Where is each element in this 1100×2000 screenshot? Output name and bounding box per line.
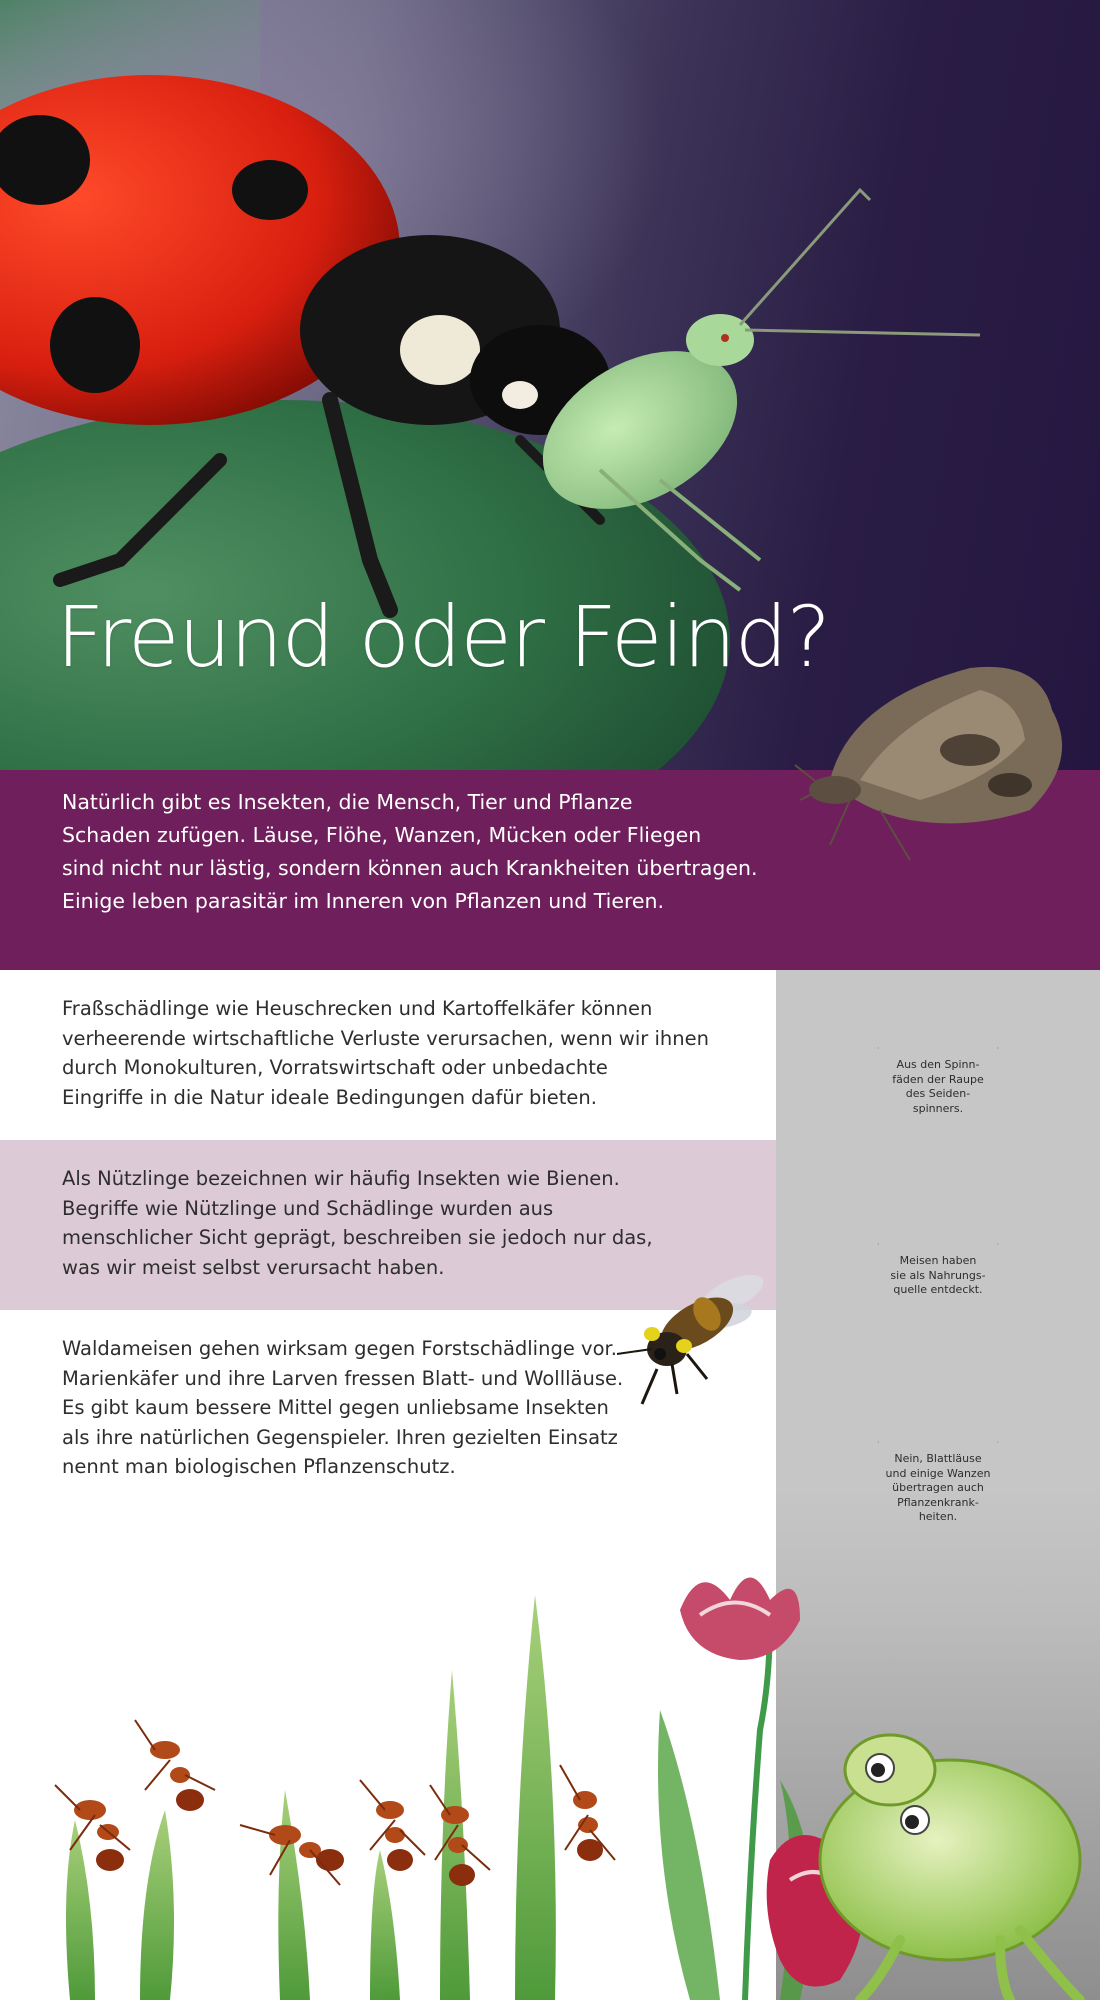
page-title: Freund oder Feind?: [56, 588, 830, 686]
section-line: Als Nützlinge bezeichnen wir häufig Insekten wie Bienen.: [62, 1167, 620, 1190]
moth-icon: [790, 660, 1090, 860]
caption-line: heiten.: [918, 1510, 958, 1523]
section-line: was wir meist selbst verursacht haben.: [62, 1255, 445, 1279]
bottom-illustration: [0, 1560, 1100, 2000]
section-line: Marienkäfer und ihre Larven fressen Blatt- und Wollläuse.: [62, 1366, 624, 1390]
section-line: Eingriffe in die Natur ideale Bedingungen dafür bieten.: [62, 1085, 597, 1109]
intro-line: Schaden zufügen. Läuse, Flöhe, Wanzen, Mücken oder Fliegen: [62, 823, 702, 847]
section-line: verheerende wirtschaftliche Verluste verursachen, wenn wir ihnen: [62, 1026, 710, 1050]
intro-line: Natürlich gibt es Insekten, die Mensch, Tier und Pflanze: [62, 790, 633, 814]
section-text: [62, 994, 762, 1112]
caption-line: sie als Nahrungs-: [890, 1268, 986, 1282]
section-line: menschlicher Sicht geprägt, beschreiben sie jedoch nur das,: [62, 1226, 653, 1249]
caption-line: des Seiden-: [905, 1087, 971, 1100]
caption-line: quelle entdeckt.: [893, 1283, 983, 1296]
intro-line: Einige leben parasitär im Inneren von Pflanzen und Tieren.: [62, 889, 665, 913]
section-line: nennt man biologischen Pflanzenschutz.: [62, 1455, 456, 1478]
caption-line: fäden der Raupe: [892, 1072, 984, 1086]
caption-line: Meisen haben: [899, 1254, 977, 1267]
section-pests: [0, 970, 776, 1140]
caption-line: und einige Wanzen: [885, 1466, 991, 1480]
caption-line: Aus den Spinn-: [896, 1058, 980, 1071]
section-line: als ihre natürlichen Gegenspieler. Ihren gezielten Einsatz: [62, 1425, 618, 1449]
caption-line: übertragen auch: [892, 1481, 984, 1494]
intro-line: sind nicht nur lästig, sondern können auch Krankheiten übertragen.: [62, 856, 758, 880]
intro-text: [62, 786, 822, 918]
hero-photo: [0, 0, 1100, 770]
section-line: Begriffe wie Nützlinge und Schädlinge wurden aus: [62, 1196, 554, 1220]
section-line: Waldameisen gehen wirksam gegen Forstschädlinge vor.: [62, 1337, 617, 1360]
section-line: Fraßschädlinge wie Heuschrecken und Kartoffelkäfer können: [62, 997, 653, 1020]
caption-line: Nein, Blattläuse: [894, 1452, 982, 1465]
caption-line: Pflanzenkrank-: [897, 1495, 979, 1509]
caption-aphids: · · Nein, Blattläuse und einige Wanzen übertragen auch Pflanzenkrank- heiten.: [863, 1436, 1013, 1525]
section-line: Es gibt kaum bessere Mittel gegen unliebsame Insekten: [62, 1396, 609, 1419]
bee-icon: [612, 1254, 772, 1414]
ants-and-frog-illustration: [0, 1560, 1100, 2000]
section-line: durch Monokulturen, Vorratswirtschaft oder unbedachte: [62, 1056, 608, 1079]
caption-titmice: · · Meisen haben sie als Nahrungs- quelle entdeckt.: [863, 1238, 1013, 1298]
caption-silk: · · Aus den Spinn- fäden der Raupe des Seiden- spinners.: [863, 1042, 1013, 1116]
caption-line: spinners.: [912, 1101, 964, 1115]
